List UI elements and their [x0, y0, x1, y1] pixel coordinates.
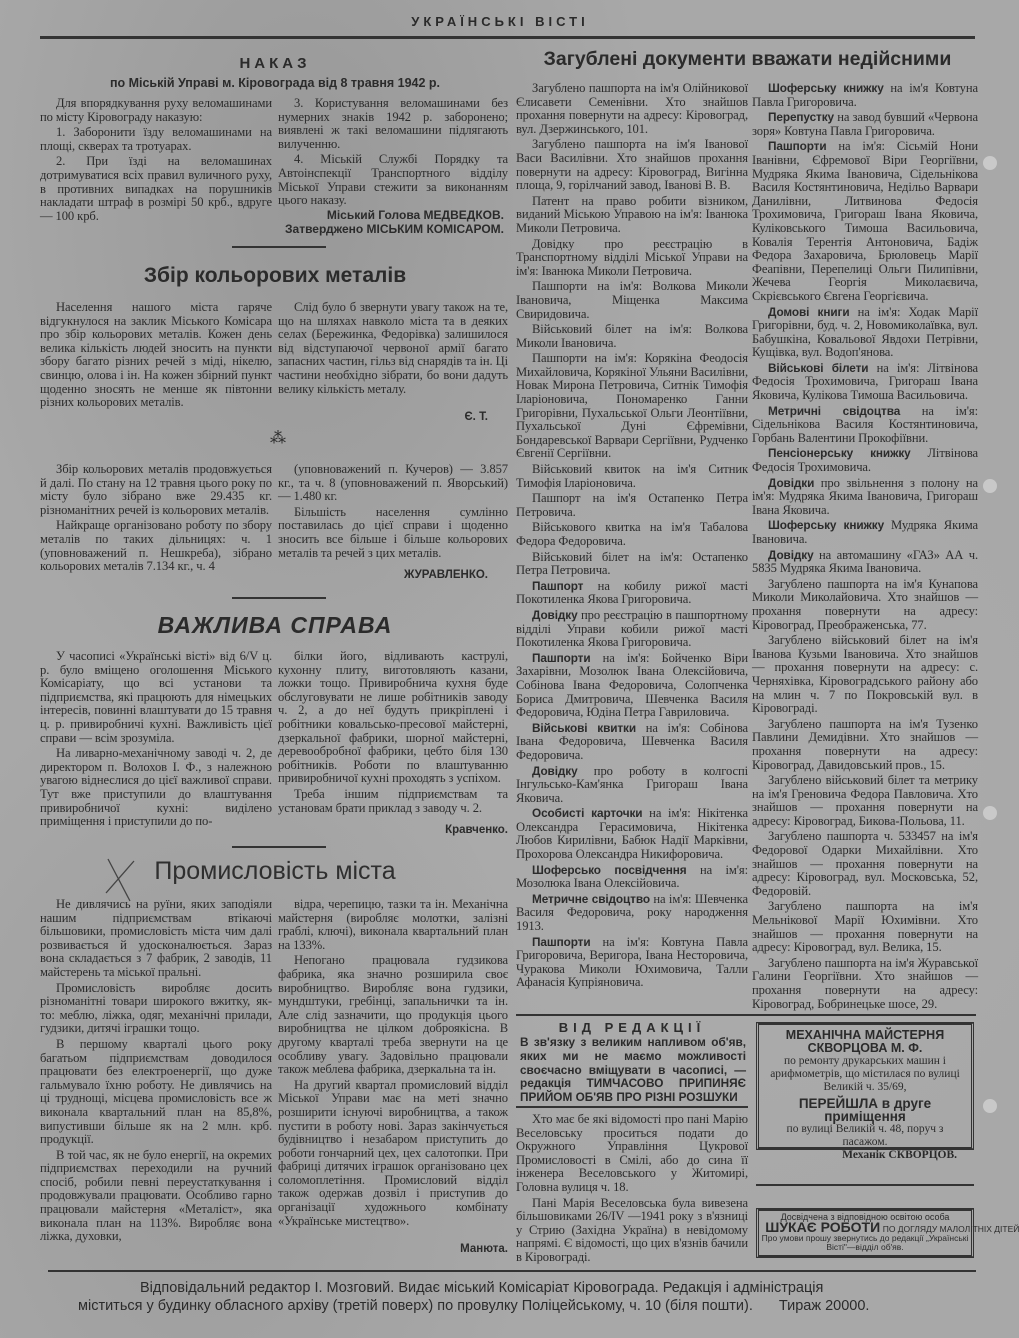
paragraph-text: Більшість населення сумлінно поставилась до цієї справи і щоденно зносить все більше і більше кольорових металів та речей з цих металів. — [278, 504, 508, 560]
paragraph-text: Довідку про реєстрацію в Транспортному відділі Міської Управи на ім'я: Іванюка Миколи Петровича. — [516, 236, 748, 278]
paragraph — [40, 155, 272, 223]
ad-job-subject: ПО ДОГЛЯДУ МАЛОЛІТНІХ ДІТЕЙ — [882, 1224, 1019, 1235]
industry-signature: Манюта. — [460, 1243, 508, 1255]
paragraph-text: Хто має бе які відомості про пані Марію Веселовську проситься подати до Окружного Управління Цукрової Промисловості в Смілі, або до сина її інженера Веселовського у Житомирі, Головна вулиця ч. 18. — [516, 1112, 748, 1194]
paragraph-lead: Пашпорти — [532, 934, 591, 949]
paragraph-text: на ім'я: Ходак Марії Григорівни, буд. ч. 2, Новомиколаївка, вул. Бабушкіна, Ковальової Явдохи Петрівни, Кущівка, вул. Водоп'янова. — [752, 304, 978, 360]
punch-hole — [983, 806, 997, 820]
paragraph-lead: Метричне свідоцтво — [532, 891, 650, 906]
paragraph-lead: Метричні свідоцтва — [768, 403, 901, 418]
paragraph-text: В першому кварталі цього року багатьом підприємствам доводилося працювати без електроенергії, що дуже гальмувало їхню роботу. Не дивлячись на ці труднощі, місцева промисловість все ж виконала квартальний план на 85,8%, випустивши більше як на 2 млн. крб. продукції. — [40, 1036, 272, 1147]
vazhlyva-col-1 — [40, 650, 272, 840]
paragraph-text: У часописі «Українські вісті» від 6/V ц. р. було вміщено оголошення Міського Комісаріату, що всі установи та підприємства, які працюють для німецьких інтересів, повинні влаштувати до 15 травня ц. р. привиробничі кухні. Важливість цієї справи — всім зрозуміла. — [40, 649, 272, 745]
punch-hole — [983, 479, 997, 493]
paragraph — [40, 301, 272, 410]
paragraph-lead: Шоферську книжку — [768, 518, 885, 533]
paragraph-text: Літвінова Федосія Трохимовича. — [752, 446, 978, 475]
paragraph — [278, 153, 508, 207]
paragraph — [516, 280, 748, 321]
paragraph-text: на ім'я: Бойченко Віри Захарівни, Мозолюк Івана Олексійовича, Собінова Івана Федоровича, Солопченка Бориса Дмитровича, Шевченка Василя Федоровича, Юдіна Петра Гавриловича. — [516, 650, 748, 720]
nakaz-subtitle: по Міській Управі м. Кіровограда від 8 травня 1942 р. — [109, 76, 441, 90]
nakaz-title: НАКАЗ — [239, 55, 311, 72]
ad-workshop-address: по вулиці Великій ч. 48, поруч з пасажом. — [786, 1123, 944, 1148]
paragraph-text: Населення нашого міста гаряче відгукнулося на заклик Міського Комісара про збір кольорових металів. Кожен день велика кількість людей зносить на пункти збору багато різних речей з міді, нікелю, свинцю, олова і ін. На кожен збірний пункт щоденно зносять не менше як півтонни різних кольорових металів. — [40, 300, 272, 410]
lost-docs-col-1 — [516, 82, 748, 1014]
paragraph-text: Не дивлячись на руїни, яких заподіяли нашим підприємствам втікаючі більшовики, промисловість міста чим далі розвивається й удосконалюється. Зараз вона складається з 7 фабрик, 2 заводів, 11 майстерень та міської пральні. — [40, 897, 272, 979]
paragraph — [516, 82, 748, 136]
paragraph-text: Загублено пашпорта на ім'я Тузенко Павлини Демидівни. Хто знайшов — прохання повернути на адресу: Кіровоград, Давидовський пров., 15. — [752, 716, 978, 772]
paragraph-text: 3. Користування веломашинами без нумерних знаків 1942 р. заборонено; виявлені ж такі веломашини підлягають вилученню. — [278, 96, 508, 151]
paragraph-text: на ім'я: Мозолюка Івана Олексійовича. — [516, 862, 748, 891]
paragraph-text: На ливарно-механічному заводі ч. 2, де директором п. Волохов І. Ф., з належною увагою віднеслися до цієї важливої справи. Тут вже приступили до влаштування привиробничої кухні: виділено приміщення і приступили до по- — [40, 746, 272, 829]
paragraph-text: Загублено військовий білет та метрику на ім'я Греновича Федора Павловича. Хто знайшов — прохання повернути на адресу: Кіровоград, Бикова-Польова, 11. — [752, 773, 978, 828]
paragraph-lead: Перепустку — [768, 110, 835, 125]
paragraph — [40, 1038, 272, 1147]
paragraph — [752, 830, 978, 898]
paragraph — [516, 936, 748, 990]
paragraph — [278, 97, 508, 151]
paragraph-text: 2. При їзді на веломашинах дотримуватися всіх правил вуличного руху, в противних випадках на порушників накладати штраф в розмірі 50 крб., вдруге — 100 крб. — [40, 154, 272, 223]
paragraph — [278, 788, 508, 815]
paragraph-lead: Особисті карточки — [532, 806, 643, 821]
paragraph-text: відра, черепицю, тазки та ін. Механічна майстерня (виробляє молотки, залізні граблі, ключі), виконала квартальний план на 133%. — [278, 897, 508, 952]
paragraph-text: Військовий квиток на ім'я Ситник Тимофія Іларіоновича. — [516, 462, 748, 490]
paragraph — [278, 301, 508, 396]
vazhlyva-col-2 — [278, 650, 508, 825]
paragraph-text: Непогано працювала гудзикова фабрика, яка значно розширила своє виробництво. Виробляє вона гудзики, мундштуки, гребінці, запальнички та ін. Але слід зазначити, що продукція цього виробництва не цілком доброякісна. В другому кварталі треба звернути на це особливу увагу. Задовільно працювали також меблева фабрика, дзеркальна та ін. — [278, 953, 508, 1077]
paragraph-text: Пашпорти на ім'я: Корякіна Феодосія Михайловича, Корякіної Ульяни Василівни, Новак Мирона Петровича, Ситнік Тимофія Іларіоновича, Пономаренко Ганни Григорівни, Пухальської Ольги Леонтіївни, Пухальської Дуні Єфремівни, Бондаревської Варвари Сергіївни, Рудченко Євгенії Сергіївни. — [516, 351, 748, 461]
paragraph — [752, 447, 978, 474]
paragraph-text: Загублено пашпорта на ім'я Кунапова Миколи Миколайовича. Хто знайшов — прохання повернути на адресу: Кіровоград, Преображенська, 77. — [752, 576, 978, 632]
paragraph — [278, 463, 508, 504]
paragraph — [752, 405, 978, 446]
metals-col-1 — [40, 301, 272, 426]
paragraph — [516, 580, 748, 607]
paragraph-text: на автомашину «ГАЗ» АА ч. 5835 Мудряка Якима Івановича. — [752, 547, 978, 576]
paragraph — [40, 97, 272, 124]
paragraph-text: На другий квартал промисловий відділ Міської Управи має на меті значно розширити існуючі виробництва, а також пустити в роботу нові. Зараз закінчується будівництво і незабаром приступить до роботи гончарний цех, цех салотопки. При фабриці дитячих іграшок організовано цех соломоплетіння. Промисловий відділ також одержав дозвіл і приступив до організації художнього комбінату «Українське мистецтво». — [278, 1077, 508, 1228]
paragraph-lead: Домові книги — [768, 304, 850, 319]
ad-workshop-owner: СКВОРЦОВА М. Ф. — [807, 1041, 923, 1055]
ad-job-intro: Досвідчена з відповідною освітою особа — [780, 1212, 950, 1222]
paragraph-lead: Військові квитки — [532, 720, 637, 735]
paragraph — [752, 140, 978, 303]
metals-col-2 — [278, 301, 508, 411]
paragraph — [516, 652, 748, 720]
paragraph-text: на кобилу рижої масті Покотиленка Якова Григоровича. — [516, 578, 748, 607]
paragraph — [40, 747, 272, 829]
paragraph-text: Загублено пашпорта на ім'я Олійникової Єлисавети Семенівни. Хто знайшов прохання повернути на адресу: Кіровоград, вул. Дзержинського, 101. — [516, 81, 748, 136]
paragraph-text: Пані Марія Веселовська була вивезена більшовиками 26/IV —1941 року з в'язниці у Стрию (Західна Україна) в невідомому напрямі. Є відомості, що цих в'язнів бачили в Кіровограді. — [516, 1195, 748, 1264]
paragraph — [752, 718, 978, 772]
punch-hole — [983, 156, 997, 170]
section-rule — [516, 1014, 976, 1016]
paragraph — [752, 957, 978, 1011]
advertisement-job-seeker — [756, 1208, 1019, 1258]
metals-col-3 — [40, 463, 272, 588]
paragraph-text: на ім'я: Шевченка Василя Федоровича, року народження 1913. — [516, 891, 748, 934]
paragraph-lead: Військові білети — [768, 360, 869, 375]
paragraph-text: Загублено пашпорта на ім'я Іванової Васи Василівни. Хто знайшов прохання повернути на адресу: Кіровоград, Вигінна площа, 9, горілчаний завод, Іванові В. В. — [516, 137, 748, 193]
paragraph — [752, 634, 978, 716]
section-rule — [232, 246, 326, 248]
section-rule — [756, 1184, 974, 1186]
paragraph — [752, 477, 978, 518]
paragraph-lead: Довідку — [532, 763, 578, 778]
metals-signature-2: ЖУРАВЛЕНКО. — [403, 569, 488, 581]
paragraph-text: Пашпорти на ім'я: Волкова Миколи Івановича, Міщенка Максима Свиридовича. — [516, 279, 748, 321]
paragraph — [40, 650, 272, 745]
paragraph-text: Найкраще організовано роботу по збору металів по таких дільницях: ч. 1 (уповноважений п. Нешкреба), зібрано кольорових металів 7.134 кг., ч. 4 — [40, 518, 272, 574]
paragraph-text: на ім'я: Літвінова Федосія Трохимовича, Григораш Івана Яковича, Кулікова Тимоша Васильовича. — [752, 360, 978, 403]
paragraph — [516, 609, 748, 650]
metals-signature: Є. Т. — [464, 411, 488, 423]
paragraph-text: Загублено пашпорта на ім'я Мельнікової Марії Юхимівни. Хто знайшов — прохання повернути на адресу: Кіровоград, вул. Велика, 15. — [752, 899, 978, 955]
nakaz-col-1 — [40, 97, 272, 237]
paragraph-text: Треба іншим підприємствам та установам брати приклад з заводу ч. 2. — [278, 786, 508, 815]
paragraph-text: Слід було б звернути увагу також на те, що на шляхах навколо міста та в деяких селах (Бережинка, Федорівка) залишилося від відступаючої червоної армії багато запасних частин, гільз від снарядів та ін. Ці частини необхідно зібрати, бо вони дадуть велику кількість металу. — [278, 300, 508, 396]
paragraph-text: білки його, відливають каструлі, кухонну плиту, виготовляють казани, ложки тощо. Привиробнича кухня буде обслуговувати не лише робітників заводу ч. 2, а до неї будуть прикріплені і робітники ковальсько-пресової майстерні, дзеркальної фабрики, шорної майстерні, деревообробної фабрики, цебто біля 130 робітників. Роботи по влаштуванню привиробничої кухні проходять з успіхом. — [278, 649, 508, 786]
paragraph-text: про звільнення з полону на ім'я: Мудряка Якима Івановича, Григораш Івана Яковича. — [752, 475, 978, 517]
paragraph — [516, 492, 748, 519]
paragraph — [516, 1113, 748, 1195]
vazhlyva-signature: Кравченко. — [445, 824, 508, 836]
paragraph-text: про роботу в колгоспі Інгульсько-Кам'янка Григораш Івана Яковича. — [516, 763, 748, 805]
paragraph-text: Загублено пашпорта на ім'я Журавської Галини Георгіївни. Хто знайшов — прохання повернути на адресу: Кіровоград, Бобринецьке шосе, 29. — [752, 955, 978, 1011]
paragraph — [516, 463, 748, 490]
top-rule — [40, 36, 975, 39]
paragraph — [278, 954, 508, 1076]
lost-docs-title: Загублені документи вважати недійсними — [543, 48, 952, 70]
industry-col-2 — [278, 898, 508, 1243]
paragraph — [752, 111, 978, 138]
paragraph-lead: Довідки — [768, 475, 815, 490]
paragraph-text: 1. Заборонити їзду веломашинами на площі, скверах та тротуарах. — [40, 125, 272, 153]
paragraph — [40, 1149, 272, 1244]
paragraph-text: Збір кольорових металів продовжується й далі. По стану на 12 травня цього року по місту було зібрано вже 29.435 кг. різноманітних речей із кольорових металів. — [40, 462, 272, 517]
paragraph-lead: Пашпорти — [532, 650, 591, 665]
footer-line-2 — [78, 1298, 869, 1314]
paragraph-text: Військового квитка на ім'я Табалова Федора Федоровича. — [516, 520, 748, 548]
paragraph — [516, 807, 748, 861]
paragraph — [752, 774, 978, 828]
paragraph — [40, 519, 272, 573]
paragraph — [40, 463, 272, 517]
paragraph — [516, 765, 748, 806]
masthead: УКРАЇНСЬКІ ВІСТІ — [411, 14, 589, 29]
paragraph — [752, 82, 978, 109]
ad-workshop-moved: ПЕРЕЙШЛА в друге приміщення — [798, 1096, 932, 1124]
nakaz-signature-1: Міський Голова МЕДВЕДКОВ. — [326, 208, 504, 222]
advertisement-workshop — [756, 1022, 974, 1161]
paragraph — [516, 195, 748, 236]
paragraph — [40, 982, 272, 1036]
paragraph-text: В той час, як не було енергії, на окремих підприємствах переходили на ручний спосіб, робили певні переустаткування і продовжували працювати. Особливо гарно працювали майстерня «Металіст», яка виконала план на 113%. Виробляє вона ліжка, духовки, — [40, 1147, 272, 1244]
vazhlyva-title: ВАЖЛИВА СПРАВА — [157, 612, 393, 638]
paragraph-text: на ім'я: Сідельнікова Василя Костянтиновича, Горбань Валентини Прокофіївни. — [752, 403, 979, 445]
paragraph — [278, 898, 508, 952]
paragraph — [752, 306, 978, 360]
ad-job-contact: Про умови прошу звернутись до редакції „Українські Вісті"—відділ об'яв. — [761, 1233, 969, 1253]
nakaz-col-2 — [278, 96, 508, 208]
paragraph — [40, 126, 272, 153]
paragraph-lead: Довідку — [768, 547, 814, 562]
paragraph — [752, 519, 978, 546]
paragraph — [516, 864, 748, 891]
paragraph — [516, 323, 748, 350]
paragraph-text: на завод бувший «Червона зоря» Ковтуна Павла Григоровича. — [752, 110, 978, 138]
paragraph — [278, 1079, 508, 1229]
footer-rule — [48, 1270, 976, 1272]
paragraph-lead: Пашпорт — [532, 578, 584, 593]
section-rule — [516, 1106, 748, 1108]
paragraph-text: Загублено військовий білет на ім'я Іванова Кузьми Івановича. Хто знайшов — прохання повернути на адресу: с. Черняхівка, Кіровоградського району або на млин ч. 7 по Покровській вул. в Кіровограді. — [752, 633, 978, 716]
paragraph-text: на ім'я: Сісьмій Нони Іванівни, Єфремової Віри Георгіївни, Мудряка Якима Івановича, Сідельнікова Василя Костянтиновича, Недільо Варвари Данилівни, Литвинова Федосія Трохимовича, Григораш Івана Яковича, Куліковського Тимоша Васильовича, Ковалія Терентія Антоновича, Бадіж Федора Захаровича, Брюловець Марії Феапівни, Перепелиці Ольги Пилипівни, Жечева Георгія Миколаєвича, Скрієвського Євгена Георгієвича. — [752, 139, 978, 303]
ad-workshop-signature: Механік СКВОРЦОВ. — [842, 1149, 957, 1161]
paragraph — [752, 900, 978, 954]
paragraph — [40, 898, 272, 980]
paragraph-text: Мудряка Якима Івановича. — [752, 518, 978, 546]
paragraph-text: Загублено пашпорта ч. 533457 на ім'я Федорової Одарки Михайлівни. Хто знайшов — прохання повернути на адресу: Кіровоград, вул. Московська, 52, Федоровій. — [752, 829, 978, 898]
paragraph-lead: Довідку — [532, 607, 578, 622]
search-notice — [516, 1112, 748, 1264]
paragraph-text: 4. Міській Службі Порядку та Автоінспекції Транспортного відділу Міської Управи стежити за виконанням цього наказу. — [278, 152, 508, 208]
paragraph — [516, 1197, 748, 1265]
paragraph-text: на ім'я: Собінова Івана Федоровича, Шевченка Василя Федоровича. — [516, 720, 749, 762]
paragraph-text: Для впорядкування руху веломашинами по місту Кіровограду наказую: — [40, 96, 272, 124]
paragraph-text: Військовий білет на ім'я: Остапенко Петра Петровича. — [516, 549, 748, 578]
paragraph-text: Промисловість виробляє досить різноманітні товари широкого вжитку, як-то: меблю, ліжка, одяг, механічні прилади, гудзики, дитячі іграшки тощо. — [40, 980, 272, 1036]
paragraph — [278, 650, 508, 786]
paragraph — [278, 506, 508, 560]
footer-circulation: Тираж 20000. — [778, 1298, 870, 1314]
paragraph-lead: Пенсіонерську книжку — [768, 446, 911, 461]
paragraph — [752, 549, 978, 576]
ad-workshop-text: по ремонту друкарських машин і арифмометрів, що містилася по вулиці Великій ч. 35/69, — [770, 1055, 960, 1093]
ad-job-headline: ШУКАЄ РОБОТИ — [765, 1219, 881, 1235]
paragraph — [516, 893, 748, 934]
footer-line-1: Відповідальний редактор І. Мозговий. Видає міський Комісаріат Кіровограда. Редакція і адміністрація — [140, 1280, 824, 1296]
metals-title: Збір кольорових металів — [143, 264, 407, 287]
paragraph-text: (уповноважений п. Кучеров) — 3.857 кг., та ч. 8 (уповноважений п. Яворський) — 1.480 кг. — [278, 462, 508, 504]
paragraph-text: Патент на право робити візником, виданий Міською Управою на ім'я: Іванюка Миколи Петровича. — [516, 193, 748, 235]
paragraph — [516, 551, 748, 578]
metals-col-4 — [278, 463, 508, 563]
paragraph — [516, 238, 748, 279]
paragraph-lead: Пашпорти — [768, 139, 827, 154]
paragraph-text: на ім'я: Нікітенка Олександра Герасимовича, Нікітенка Любов Кирилівни, Бабюк Надії Марківни, Прохорова Олександра Никифоровича. — [516, 806, 749, 862]
lost-docs-col-2 — [752, 82, 978, 1014]
editorial-title: ВІД РЕДАКЦІЇ — [558, 1020, 706, 1035]
footer-address: міститься у будинку обласного архіву (третій поверх) по провулку Поліцейському, ч. 10 (біля пошти). — [78, 1298, 753, 1314]
paragraph — [516, 352, 748, 461]
paragraph-lead: Шоферсько посвідчення — [532, 862, 687, 877]
paragraph-text: на ім'я Ковтуна Павла Григоровича. — [752, 81, 978, 109]
paragraph — [752, 578, 978, 632]
industry-col-1 — [40, 898, 272, 1260]
paragraph — [516, 722, 748, 763]
paragraph-text: на ім'я: Ковтуна Павла Григоровича, Веригора, Івана Несторовича, Чуракова Миколи Юхимовича, Талли Афанасія Купріяновича. — [516, 934, 748, 990]
paragraph-lead: Шоферську книжку — [768, 81, 884, 95]
paragraph — [516, 521, 748, 548]
asterism-separator: ⁂ — [270, 430, 286, 447]
editorial-text: В зв'язку з великим напливом об'яв, яких ми не маємо можливості своєчасно вміщувати в часописі, — редакція ТИМЧАСОВО ПРИПИНЯЄ ПРИЙОМ ОБ'ЯВ ПРО РІЗНІ РОЗШУКИ — [520, 1035, 746, 1105]
punch-hole — [983, 1099, 997, 1113]
section-rule — [232, 597, 326, 599]
paragraph — [516, 138, 748, 192]
paragraph — [752, 362, 978, 403]
paragraph-text: про реєстрацію в пашпортному відділі Управи кобили рижої масті Покотиленка Якова Григоровича. — [516, 607, 748, 650]
industry-title: Промисловість міста — [154, 857, 396, 885]
ad-workshop-title: МЕХАНІЧНА МАЙСТЕРНЯ — [785, 1028, 945, 1042]
paragraph-text: Пашпорт на ім'я Остапенко Петра Петровича. — [516, 491, 748, 519]
section-rule — [232, 846, 326, 848]
nakaz-signature-2: Затверджено МІСЬКИМ КОМІСАРОМ. — [285, 222, 504, 236]
paragraph-text: Військовий білет на ім'я: Волкова Миколи Івановича. — [516, 322, 748, 350]
